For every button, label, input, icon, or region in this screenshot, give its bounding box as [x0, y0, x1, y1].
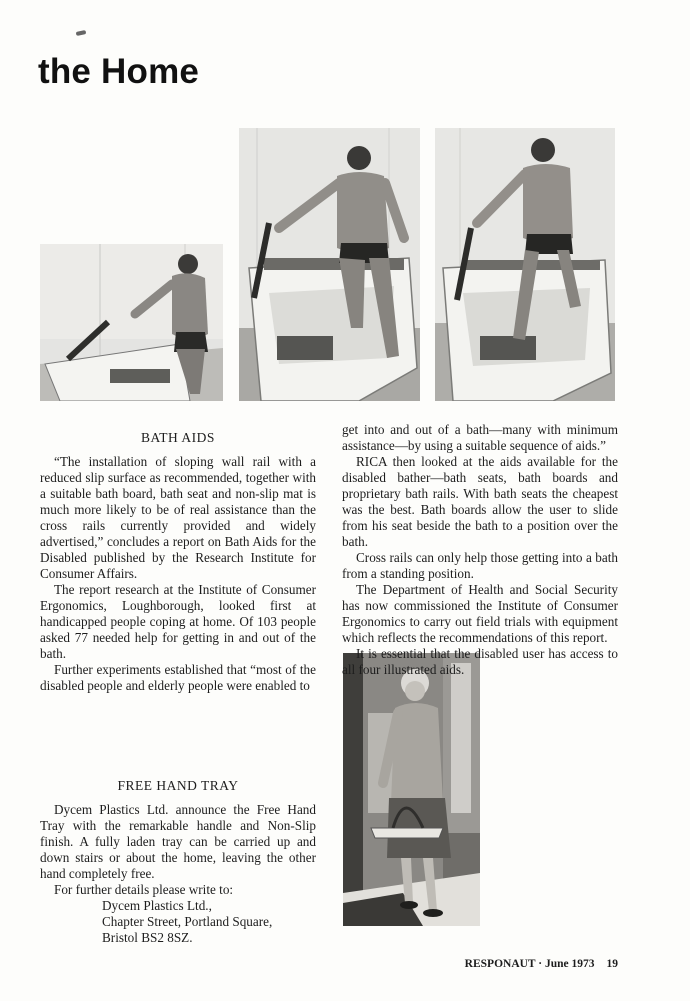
bath-aids-paragraph: It is essential that the disabled user has access to all four illustrated aids. — [342, 646, 618, 677]
free-hand-tray-section — [40, 778, 316, 946]
photo-lowering-into-bath — [435, 128, 615, 401]
free-hand-tray-paragraph: Dycem Plastics Ltd. announce the Free Hand Tray with the remarkable handle and Non-Slip finish. A fully laden tray can be carried up and down stairs or about the home, leaving the other hand completely free. — [40, 802, 316, 881]
bath-aids-column-1 — [40, 430, 316, 694]
publication-info: RESPONAUT · June 1973 — [464, 958, 595, 970]
bath-aids-paragraph: The Department of Health and Social Security has now commissioned the Institute of Consumer Ergonomics to carry out field trials with equipment which reflects the recommendations of this report. — [342, 582, 618, 645]
address-line: Bristol BS2 8SZ. — [102, 930, 193, 945]
free-hand-tray-heading: FREE HAND TRAY — [117, 778, 239, 793]
address-block — [40, 898, 316, 946]
ink-speck — [76, 30, 87, 36]
free-hand-tray-paragraph: For further details please write to: — [54, 882, 234, 897]
bath-aids-heading: BATH AIDS — [141, 430, 215, 445]
address-line: Chapter Street, Portland Square, — [102, 914, 273, 929]
bath-aids-paragraph: Cross rails can only help those getting into a bath from a standing position. — [342, 550, 618, 581]
photo-free-hand-tray — [343, 653, 480, 926]
page-title: the Home — [38, 52, 200, 91]
address-line: Dycem Plastics Ltd., — [102, 898, 212, 913]
photo-bath-board — [40, 244, 223, 401]
bath-aids-paragraph: The report research at the Institute of Consumer Ergonomics, Loughborough, looked first at handicapped people coping at home. Of 103 people asked 77 needed help for getting in and out of the bath. — [40, 582, 316, 661]
bath-aids-column-2 — [342, 422, 618, 678]
page-footer — [465, 958, 618, 970]
bath-aids-paragraph: Further experiments established that “most of the disabled people and elderly people were enabled to — [40, 662, 316, 693]
bath-aids-paragraph: RICA then looked at the aids available for the disabled bather—bath seats, bath boards and proprietary bath rails. With bath seats the cheapest was the best. Bath boards allow the user to slide from his seat beside the bath to a position over the bath. — [342, 454, 618, 549]
photo-bath-seat — [239, 128, 420, 401]
bath-aids-paragraph: “The installation of sloping wall rail with a reduced slip surface as recommended, together with a suitable bath board, bath seat and non-slip mat is much more likely to be of real assistance than the cross rails currently provided and widely advertised,” concludes a report on Bath Aids for the Disabled published by the Research Institute for Consumer Affairs. — [40, 454, 316, 581]
page-number: 19 — [606, 958, 618, 970]
bath-aids-continued: get into and out of a bath—many with minimum assistance—by using a suitable sequence of aids.” — [342, 422, 618, 453]
